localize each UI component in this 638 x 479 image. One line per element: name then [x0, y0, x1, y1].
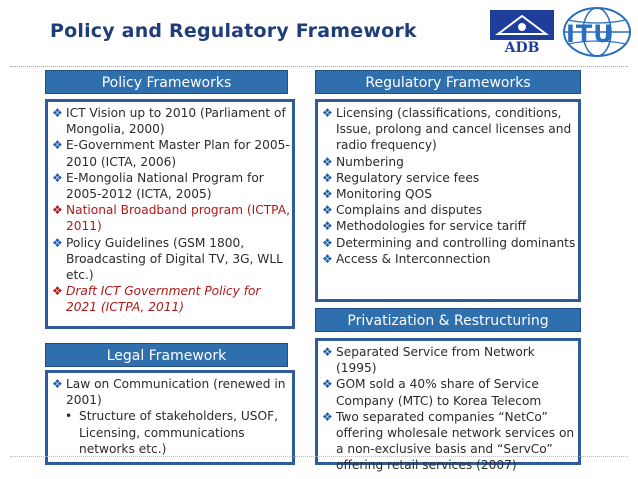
list-item — [51, 137, 290, 169]
title-divider — [10, 66, 628, 67]
diamond-bullet-icon: ❖ — [52, 284, 63, 299]
diamond-bullet-icon: ❖ — [322, 154, 333, 169]
diamond-bullet-icon: ❖ — [52, 203, 63, 218]
list-item-text: Numbering — [336, 154, 404, 169]
list-item-text: E-Government Master Plan for 2005-2010 (ICTA, 2006) — [66, 138, 290, 169]
privatization-box — [315, 338, 581, 473]
regulatory-frameworks-box — [315, 99, 581, 302]
list-item-text: Draft ICT Government Policy for 2021 (ICTPA, 2011) — [66, 284, 261, 315]
itu-logo — [560, 4, 634, 60]
list-item — [321, 154, 576, 170]
privatization-header: Privatization & Restructuring — [315, 308, 581, 332]
list-item-text: ICT Vision up to 2010 (Parliament of Mongolia, 2000) — [66, 106, 286, 137]
itu-logo-text: ITU — [566, 20, 614, 48]
diamond-bullet-icon: ❖ — [322, 235, 333, 250]
diamond-bullet-icon: ❖ — [52, 106, 63, 120]
adb-logo-text: ADB — [504, 40, 540, 56]
policy-frameworks-header: Policy Frameworks — [45, 70, 288, 94]
legal-framework-box — [45, 370, 295, 465]
diamond-bullet-icon: ❖ — [322, 170, 333, 185]
list-item-text: Methodologies for service tariff — [336, 219, 527, 234]
diamond-bullet-icon: ❖ — [52, 377, 63, 391]
slide-title: Policy and Regulatory Framework — [50, 20, 417, 42]
legal-framework-list — [51, 376, 290, 457]
list-item — [321, 235, 576, 251]
list-item-text: Determining and controlling dominants — [336, 235, 576, 250]
sub-list-item — [51, 408, 290, 457]
diamond-bullet-icon: ❖ — [322, 106, 333, 120]
diamond-bullet-icon: ❖ — [322, 377, 333, 392]
diamond-bullet-icon: ❖ — [52, 138, 63, 153]
sub-list-item-text: Structure of stakeholders, USOF, Licensing, communications networks etc.) — [79, 409, 278, 456]
list-item-text: Separated Service from Network (1995) — [336, 345, 535, 376]
list-item — [321, 251, 576, 267]
list-item — [321, 376, 576, 408]
diamond-bullet-icon: ❖ — [322, 203, 333, 218]
list-item-text: Two separated companies “NetCo” offering wholesale network services on a non-exclusive basis and “ServCo” offering retail services (2007) — [336, 409, 575, 473]
list-item — [321, 170, 576, 186]
list-item — [51, 283, 290, 315]
list-item — [321, 105, 576, 154]
legal-framework-header: Legal Framework — [45, 343, 288, 367]
diamond-bullet-icon: ❖ — [322, 409, 333, 424]
policy-frameworks-box — [45, 99, 295, 329]
list-item-text: Complains and disputes — [336, 203, 483, 218]
list-item-text: Monitoring QOS — [336, 187, 432, 202]
adb-logo-mark-icon — [490, 10, 554, 40]
list-item — [51, 170, 290, 202]
list-item — [321, 202, 576, 218]
list-item-text: Access & Interconnection — [336, 251, 491, 266]
diamond-bullet-icon: ❖ — [322, 219, 333, 234]
diamond-bullet-icon: ❖ — [52, 170, 63, 185]
dot-bullet-icon: • — [65, 409, 73, 424]
list-item-text: Law on Communication (renewed in 2001) — [66, 377, 286, 408]
policy-frameworks-list — [51, 105, 290, 316]
list-item — [51, 105, 290, 137]
privatization-list — [321, 344, 576, 474]
list-item — [321, 409, 576, 474]
diamond-bullet-icon: ❖ — [322, 345, 333, 359]
diamond-bullet-icon: ❖ — [322, 251, 333, 266]
list-item-text: National Broadband program (ICTPA, 2011) — [66, 203, 290, 234]
diamond-bullet-icon: ❖ — [52, 235, 63, 250]
list-item — [321, 186, 576, 202]
adb-logo — [490, 10, 554, 56]
list-item-text: Licensing (classifications, conditions, Issue, prolong and cancel licenses and radio frequency) — [336, 106, 572, 153]
list-item — [321, 218, 576, 234]
list-item — [51, 376, 290, 408]
list-item — [51, 202, 290, 234]
footer-divider — [10, 456, 628, 457]
list-item-text: Policy Guidelines (GSM 1800, Broadcasting of Digital TV, 3G, WLL etc.) — [66, 235, 283, 283]
list-item — [321, 344, 576, 376]
list-item — [51, 235, 290, 284]
regulatory-frameworks-list — [321, 105, 576, 267]
list-item-text: Regulatory service fees — [336, 170, 480, 185]
list-item-text: GOM sold a 40% share of Service Company (MTC) to Korea Telecom — [336, 377, 542, 408]
list-item-text: E-Mongolia National Program for 2005-2012 (ICTA, 2005) — [66, 170, 264, 202]
diamond-bullet-icon: ❖ — [322, 187, 333, 202]
regulatory-frameworks-header: Regulatory Frameworks — [315, 70, 581, 94]
